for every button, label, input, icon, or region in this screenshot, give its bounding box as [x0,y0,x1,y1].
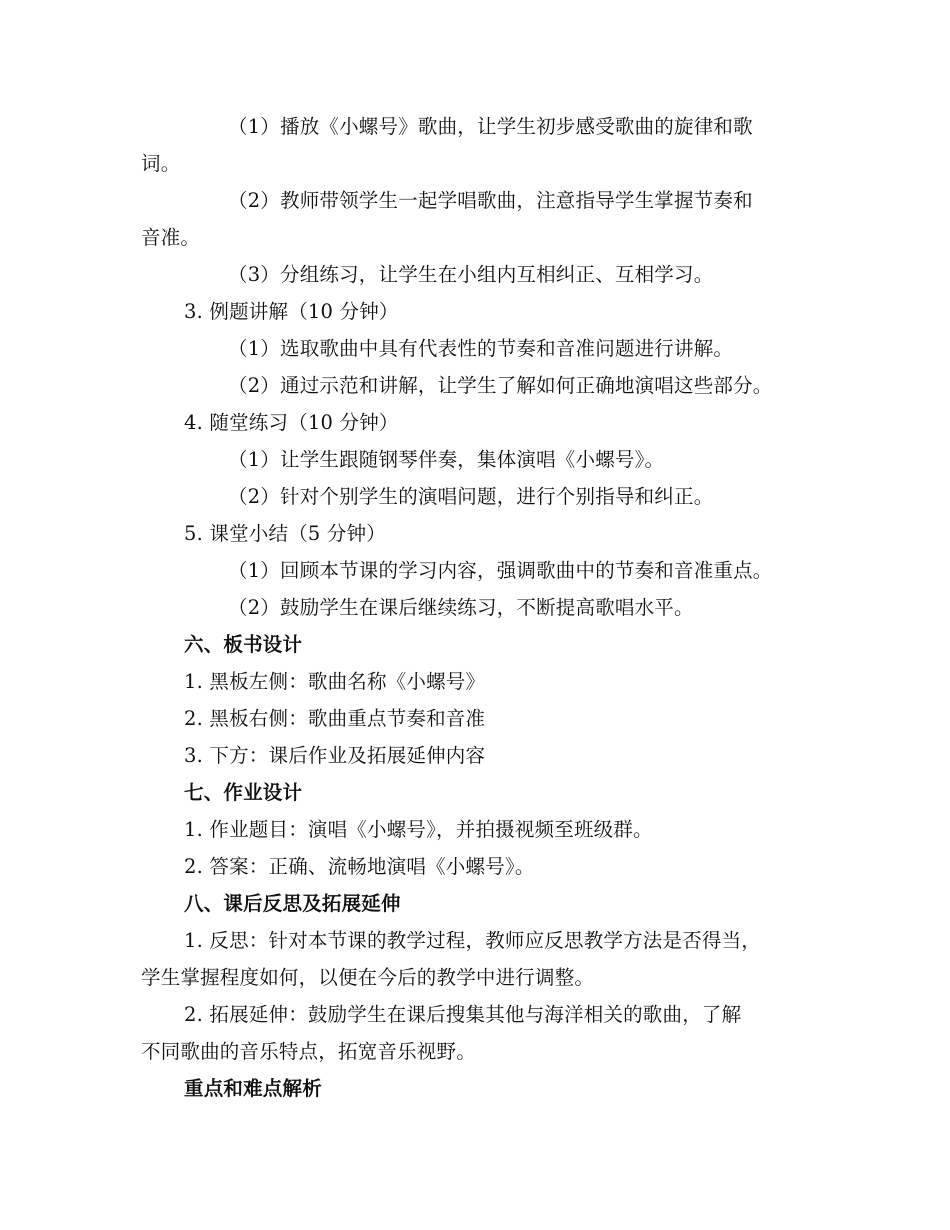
step3-title: 3. 例题讲解（10 分钟） [184,300,399,323]
section8-item-1-line1: 1. 反思：针对本节课的教学过程，教师应反思教学方法是否得当， [184,929,762,952]
step5-item-1: （1）回顾本节课的学习内容，强调歌曲中的节奏和音准重点。 [228,559,773,582]
section6-item-1: 1. 黑板左侧：歌曲名称《小螺号》 [184,670,486,693]
section7-heading: 七、作业设计 [184,781,303,804]
step2-item-1-line2: 词。 [141,152,181,175]
section6-item-3: 3. 下方：课后作业及拓展延伸内容 [184,744,486,767]
step3-item-1: （1）选取歌曲中具有代表性的节奏和音准问题进行讲解。 [228,337,734,360]
section8-heading: 八、课后反思及拓展延伸 [184,892,401,915]
section7-item-2: 2. 答案：正确、流畅地演唱《小螺号》。 [184,855,535,878]
step3-item-2: （2）通过示范和讲解，让学生了解如何正确地演唱这些部分。 [228,374,773,397]
step5-title: 5. 课堂小结（5 分钟） [184,522,387,545]
step2-item-1-line1: （1）播放《小螺号》歌曲，让学生初步感受歌曲的旋律和歌 [228,115,753,138]
step2-item-3: （3）分组练习，让学生在小组内互相纠正、互相学习。 [228,263,714,286]
step4-item-2: （2）针对个别学生的演唱问题，进行个别指导和纠正。 [228,485,714,508]
step2-item-2-line1: （2）教师带领学生一起学唱歌曲，注意指导学生掌握节奏和 [228,189,753,212]
step4-title: 4. 随堂练习（10 分钟） [184,411,399,434]
section6-heading: 六、板书设计 [184,633,303,656]
step4-item-1: （1）让学生跟随钢琴伴奏，集体演唱《小螺号》。 [228,448,665,471]
section8-item-2-line1: 2. 拓展延伸：鼓励学生在课后搜集其他与海洋相关的歌曲，了解 [184,1003,742,1026]
section8-item-1-line2: 学生掌握程度如何，以便在今后的教学中进行调整。 [141,966,595,989]
step2-item-2-line2: 音准。 [141,226,201,249]
step5-item-2: （2）鼓励学生在课后继续练习，不断提高歌唱水平。 [228,596,694,619]
section6-item-2: 2. 黑板右侧：歌曲重点节奏和音准 [184,707,486,730]
document-body [141,108,811,1107]
section7-item-1: 1. 作业题目：演唱《小螺号》，并拍摄视频至班级群。 [184,818,653,841]
section8-item-2-line2: 不同歌曲的音乐特点，拓宽音乐视野。 [141,1040,476,1063]
final-heading: 重点和难点解析 [184,1077,322,1100]
